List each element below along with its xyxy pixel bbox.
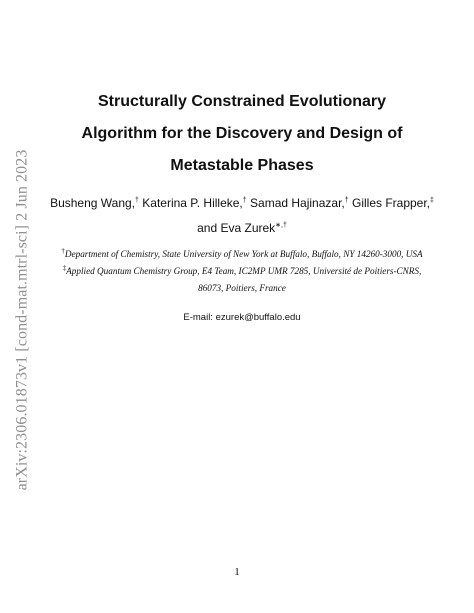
author-line-2 — [40, 216, 444, 241]
title-line-1: Structurally Constrained Evolutionary — [97, 93, 387, 110]
affiliation-line — [30, 280, 454, 297]
author-mark: † — [242, 197, 247, 204]
author-list — [40, 191, 444, 241]
affiliation-line — [30, 263, 454, 280]
affiliation-line — [30, 246, 454, 263]
affiliation-mark: ‡ — [62, 263, 67, 272]
author-name: Busheng Wang, — [50, 196, 136, 210]
arxiv-stamp-text: arXiv:2306.01873v1 [cond-mat.mtrl-sci] 2 Jun 2023 — [13, 149, 31, 491]
affiliation-text: 86073, Poitiers, France — [198, 283, 286, 293]
author-name: Katerina P. Hilleke, — [142, 196, 243, 210]
author-mark: ‡ — [430, 197, 434, 204]
title-line-2: Algorithm for the Discovery and Design of — [81, 125, 403, 142]
paper-title — [40, 86, 444, 182]
author-line-1 — [40, 191, 444, 216]
page-number: 1 — [234, 566, 240, 578]
affiliation-text: Department of Chemistry, State University of New York at Buffalo, Buffalo, NY 14260-3000, USA — [64, 249, 423, 259]
arxiv-identifier-stamp — [4, 140, 40, 500]
author-mark: ∗,† — [275, 222, 287, 229]
author-name: Samad Hajinazar, — [250, 196, 345, 210]
affiliation-text: Applied Quantum Chemistry Group, E4 Team, IC2MP UMR 7285, Université de Poitiers-CNRS, — [66, 266, 422, 276]
author-mark: † — [135, 197, 139, 204]
author-name: Gilles Frapper, — [351, 196, 431, 210]
title-line-3: Metastable Phases — [170, 157, 314, 174]
affiliation-mark: † — [61, 246, 65, 255]
author-name: and Eva Zurek — [197, 221, 276, 235]
affiliations — [30, 246, 454, 297]
contact-email: E-mail: ezurek@buffalo.edu — [183, 312, 301, 323]
author-mark: † — [344, 197, 349, 204]
